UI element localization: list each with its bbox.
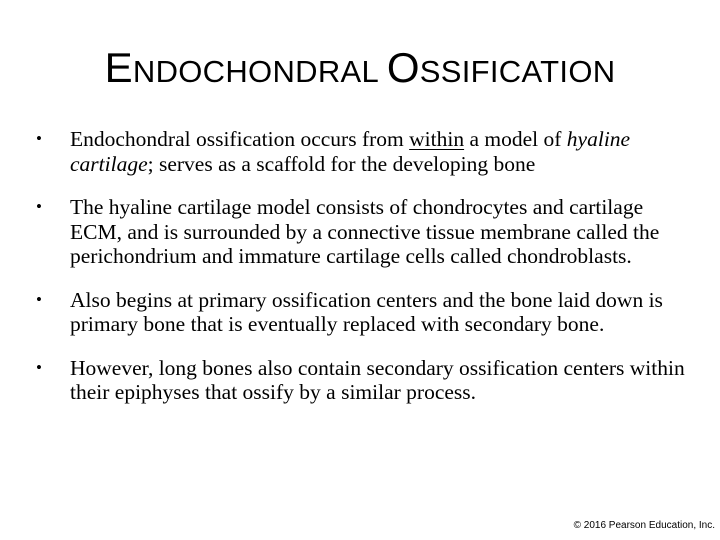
title-word-ossification: SSIFICATION xyxy=(419,54,616,89)
bullet-marker: • xyxy=(36,129,42,148)
bullet-1-italic-term: hyaline cartilage xyxy=(70,127,631,176)
title-word-endochondral: NDOCHONDRAL xyxy=(132,54,387,89)
slide-title xyxy=(0,46,720,94)
bullet-list xyxy=(36,127,686,405)
bullet-1-underlined-word: within xyxy=(409,127,465,151)
bullet-item-2 xyxy=(36,195,686,269)
bullet-item-1 xyxy=(36,127,686,176)
bullet-3-text: Also begins at primary ossification centers and the bone laid down is primary bone that is eventually replaced with secondary bone. xyxy=(70,287,663,336)
copyright-notice: © 2016 Pearson Education, Inc. xyxy=(573,520,715,531)
bullet-1-text-part1: Endochondral ossification occurs from xyxy=(70,127,410,151)
bullet-item-4 xyxy=(36,356,686,405)
bullet-1-text-part2: a model of xyxy=(464,127,567,151)
bullet-marker: • xyxy=(36,289,42,309)
bullet-item-3 xyxy=(36,288,686,337)
bullet-4-text: However, long bones also contain secondary ossification centers within their epiphyses that ossify by a similar process. xyxy=(70,355,685,404)
bullet-2-text: The hyaline cartilage model consists of chondrocytes and cartilage ECM, and is surrounded by a connective tissue membrane called the perichondrium and immature cartilage cells called chondroblasts. xyxy=(70,195,660,268)
bullet-1-text-part3: ; serves as a scaffold for the developing bone xyxy=(147,151,536,176)
title-initial-o: O xyxy=(386,44,420,91)
title-initial-e: E xyxy=(104,44,133,91)
bullet-marker: • xyxy=(36,357,42,377)
bullet-marker: • xyxy=(36,197,42,216)
